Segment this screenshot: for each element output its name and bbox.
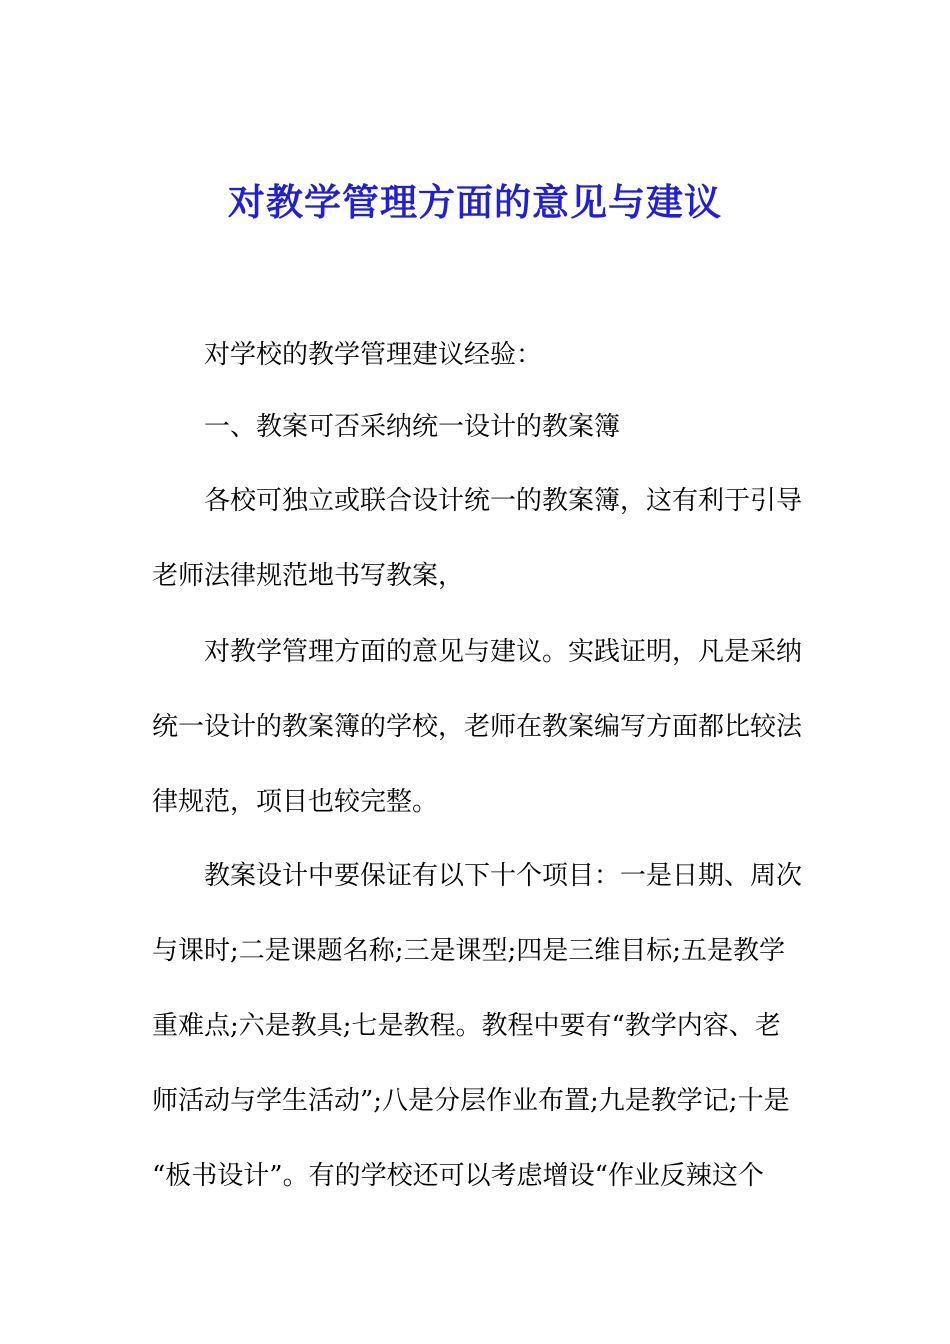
- paragraph-line: “板书设计”。有的学校还可以考虑增设“作业反辣这个: [152, 1161, 764, 1191]
- document-title: 对教学管理方面的意见与建议: [228, 181, 722, 224]
- section-heading-1: 一、教案可否采纳统一设计的教案簿: [204, 412, 621, 442]
- paragraph-line: 各校可独立或联合设计统一的教案簿，这有利于引导: [204, 486, 803, 516]
- paragraph-line: 师活动与学生活动”;八是分层作业布置;九是教学记;十是: [152, 1086, 790, 1116]
- paragraph-line: 与课时;二是课题名称;三是课型;四是三维目标;五是教学: [152, 936, 786, 966]
- paragraph-line: 律规范，项目也较完整。: [152, 787, 439, 817]
- paragraph-line: 教案设计中要保证有以下十个项目：一是日期、周次: [204, 861, 803, 891]
- paragraph-line: 重难点;六是教具;七是教程。教程中要有“教学内容、老: [152, 1011, 781, 1041]
- paragraph-line: 统一设计的教案簿的学校，老师在教案编写方面都比较法: [152, 712, 803, 742]
- paragraph-line: 对教学管理方面的意见与建议。实践证明，凡是采纳: [204, 637, 803, 667]
- paragraph-line: 老师法律规范地书写教案，: [152, 561, 465, 591]
- paragraph-line-intro: 对学校的教学管理建议经验：: [204, 340, 543, 370]
